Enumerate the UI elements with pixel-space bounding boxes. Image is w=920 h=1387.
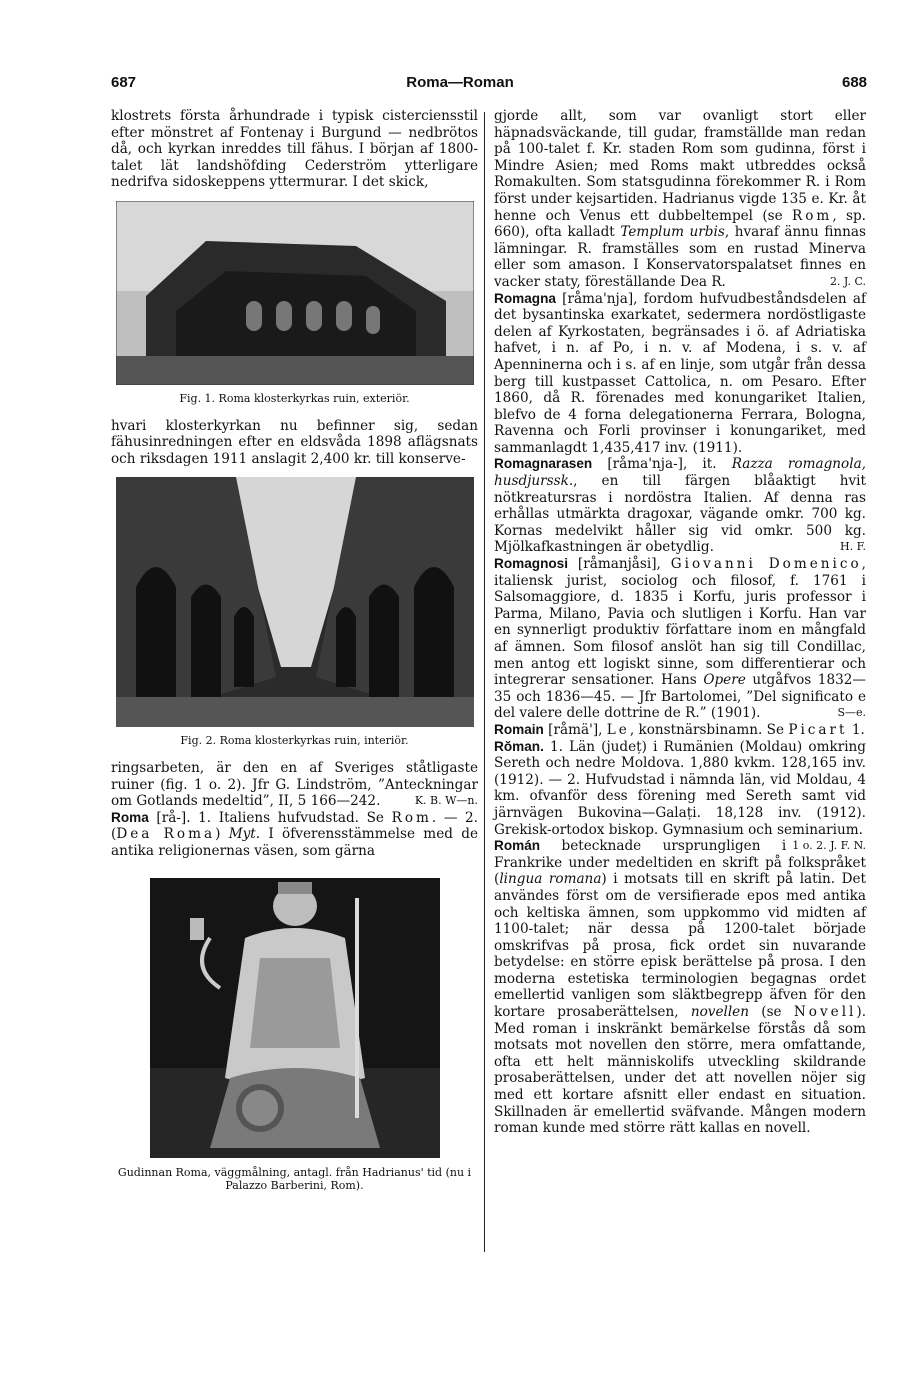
roman-novel-text-2: ) i motsats till en skrift på latin. Det användes först om de versifierade epos med antika och keltiska ämnen, som uppkommo vid midten af 1100-talet; när dessa på 1200-talet började omskrifvas på prosa, fick ordet sin nuvarande betydelse: en större episk berättelse på prosa. I den moderna estetiska terminologien begagnas ordet emellertid vanligen som släktbegrepp äfven för den kortare prosaberättelsen,	[494, 871, 866, 1021]
roman-town-text: 1. Län (județ) i Rumänien (Moldau) omkring Sereth och nedre Moldova. 1,880 kvkm. 128,165 inv. (1912). — 2. Hufvudstad i nämnda län, vid Moldau, 4 km. ofvanför dess förening med Sereth samt vid järnvägen Bukovina—Galați. 18,128 inv. (1912). Grekisk-ortodox biskop. Gymnasium och seminarium.	[494, 738, 866, 838]
paragraph-cistercian: klostrets första århundrade i typisk cisterciensstil efter mönstret af Fontenay i Burgund — nedbrötos då, och kyrkan inreddes till fähus. I början af 1800-talet lät landshöfding Cederström ytterligare nedrifva sidoskeppens yttermurar. I det skick,	[111, 108, 478, 191]
romagnosi-text-3: utgåfvos 1832—35 och 1836—45. — Jfr Bartolomei, ”Del significato e del valere delle dottrine de R.” (1901).	[494, 672, 866, 722]
running-title: Roma—Roman	[406, 74, 514, 91]
signature-kbw: K. B. W—n.	[414, 794, 478, 808]
entry-roma	[111, 810, 478, 860]
romagnosi-name: Giovanni Domenico	[670, 556, 862, 573]
figure-exterior	[116, 201, 474, 385]
headword-romagna: Romagna	[494, 290, 556, 306]
romain-text-1: [råmä'],	[543, 721, 607, 738]
signature-jfn: 1 o. 2. J. F. N.	[792, 839, 866, 853]
headword-roman-town: Rŏman.	[494, 738, 544, 754]
entry-roma-myt: Myt.	[228, 826, 261, 843]
templum-urbis: Templum urbis	[620, 224, 725, 241]
roma-cont-text-1: gjorde allt, som var ovanligt stort eller häpnadsväckande, till gudar, framställde man redan på 100-talet f. Kr. staden Rom som gudinna, först i Mindre Asien; med Roms makt utbreddes också Romakulten. Som statsgudinna förekommer R. i Rom först under kejsartiden. Hadrianus vigde 135 e. Kr. åt henne och Venus ett dubbeltempel (se	[494, 108, 866, 224]
entry-romagnosi	[494, 556, 866, 722]
figure-exterior-caption: Fig. 1. Roma klosterkyrkas ruin, exteriör.	[179, 391, 410, 405]
romagnarasen-text-2: , en till färgen blåaktigt hvit nötkreatursras i nordöstra Italien. Af denna ras erhållas utmärkta dragoxar, vägande omkr. 700 kg. Kornas medelvikt håller sig vid omkr. 500 kg. Mjölkafkastningen är obetydlig.	[494, 473, 866, 556]
headword-roma: Roma	[111, 809, 149, 825]
headword-romagnarasen: Romagnarasen	[494, 456, 593, 472]
entry-roman-novel	[494, 838, 866, 1137]
entry-romagna	[494, 291, 866, 457]
romain-text-3: 1.	[847, 721, 865, 738]
entry-roma-text-4: I öfverensstämmelse med de antika religionernas väsen, som gärna	[111, 826, 478, 859]
novellen: novellen	[690, 1004, 749, 1021]
entry-roma-text-3: )	[215, 826, 229, 843]
figure-interior	[116, 477, 474, 727]
romagnarasen-italic: Razza romagnola, husdjurssk.	[494, 456, 866, 490]
entry-roma-text-2: . — 2. (	[111, 809, 479, 843]
lingua-romana: lingua romana	[499, 871, 602, 888]
roma-cont-text-3: , hvaraf ännu finnas lämningar. R. framställes som en rustad Minerva eller som amason. I Konservatorspalatset finnes en vacker staty, föreställande Dea R.	[494, 224, 866, 290]
figure-goddess-caption: Gudinnan Roma, väggmålning, antagl. från Hadrianus' tid (nu i Palazzo Barberini, Rom).	[117, 1165, 472, 1192]
headword-roman-novel: Román	[494, 838, 541, 854]
headword-romagnosi: Romagnosi	[494, 556, 569, 572]
entry-romagna-text: [råma'nja], fordom hufvudbeståndsdelen af det bysantinska exarkatet, sedermera nordöstligaste delen af Kyrkostaten, begränsades i ö. af Adriatiska hafvet, i n. af Po, i n. v. af Modena, i s. v. af Apenninerna och i s. af en linje, som utgår från dessa berg till kustpasset Cattolica, n. om Pesaro. Efter 1860, då R. förenades med konungariket Italien, blefvo de 4 forna delegationerna Ferrara, Bologna, Ravenna och Forli provinser i konungariket, med sammanlagdt 1,435,417 inv. (1911).	[494, 290, 866, 456]
crossref-novell: Novell	[793, 1004, 857, 1021]
figure-interior-caption: Fig. 2. Roma klosterkyrkas ruin, interiör.	[180, 734, 409, 748]
paragraph-restoration: hvari klosterkyrkan nu befinner sig, sedan fähusinredningen efter en eldsvåda 1898 aflägsnats och riksdagen 1911 anslagit 2,400 kr. till konserve-	[111, 417, 478, 467]
entry-romain	[494, 722, 866, 739]
roma-cont-text-2: , sp. 660), ofta kalladt	[494, 207, 866, 241]
entry-roma-text-1: [rå-]. 1. Italiens hufvudstad. Se	[148, 809, 392, 826]
signature-se: S—e.	[837, 706, 866, 720]
roman-novel-text-1: betecknade ursprungligen i Frankrike under medeltiden en skrift på folkspråket (	[494, 838, 866, 888]
signature-jc: 2. J. C.	[829, 274, 866, 288]
column-divider	[484, 112, 485, 1252]
page-number-right: 688	[842, 74, 868, 91]
entry-roma-dea: Dea Roma	[116, 826, 216, 843]
figure-goddess-roma	[150, 878, 440, 1158]
romain-text-2: , konstnärsbinamn. Se	[629, 721, 789, 738]
romain-le: Le	[606, 721, 630, 738]
signature-hf: H. F.	[839, 540, 866, 554]
entry-romagnarasen	[494, 456, 866, 556]
headword-romain: Romain	[494, 721, 544, 737]
crossref-rom: Rom	[391, 809, 432, 826]
paragraph-ruin-text: ringsarbeten, är den en af Sveriges ståtligaste ruiner (fig. 1 o. 2). Jfr G. Lindström, ”Anteckningar om Gotlands medeltid”, II, 5 166—242.	[111, 759, 478, 810]
entry-roma-continued	[494, 108, 866, 291]
romagnosi-opere: Opere	[703, 672, 746, 689]
romagnarasen-text-1: [råma'nja-], it.	[592, 456, 732, 473]
paragraph-ruin	[111, 760, 478, 810]
page-number-left: 687	[111, 74, 137, 91]
roman-novel-text-4: ). Med roman i inskränkt bemärkelse förstås då som motsats mot novellen den större, mera omfattande, ofta ett helt människolifs utveckling skildrande prosaberättelsen, under det att novellen nöjer sig med ett kortare afsnitt eller endast en situation. Skillnaden är emellertid sväfvande. Mången modern roman kunde med större rätt kallas en novell.	[494, 1004, 867, 1137]
crossref-picart: Picart	[788, 721, 848, 738]
crossref-rom-2: Rom	[792, 207, 833, 224]
left-column	[111, 108, 478, 1192]
right-column	[494, 108, 866, 1137]
romagnosi-text-2: , italiensk jurist, sociolog och filosof, f. 1761 i Salsomaggiore, d. 1835 i Korfu, juris professor i Parma, Milano, Pavia och slutligen i Korfu. Han var en synnerligt produktiv författare inom en mångfald af ämnen. Som filosof anslöt han sig till Condillac, men antog ett logiskt sinne, som differentierar och integrerar sensationer. Hans	[494, 556, 866, 689]
romagnosi-text-1: [råmanjåsi],	[568, 556, 671, 573]
roman-novel-text-3: (se	[749, 1004, 794, 1021]
